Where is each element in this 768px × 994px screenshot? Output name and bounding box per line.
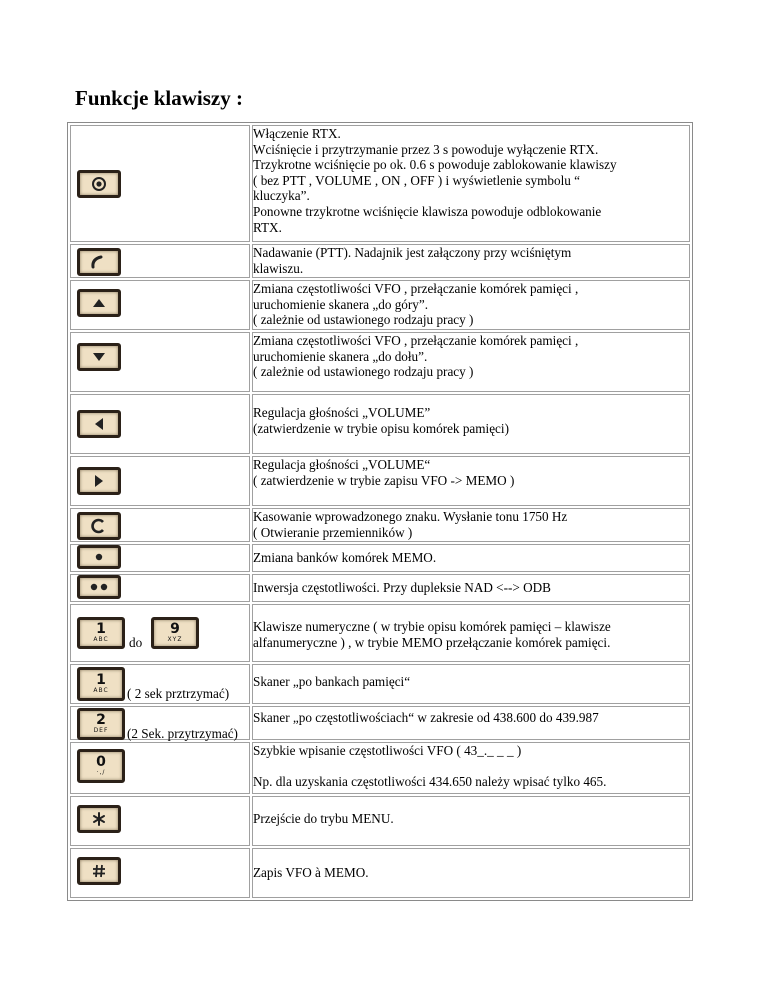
range-label: do	[129, 635, 143, 650]
key-cell	[70, 604, 250, 662]
key-cell	[70, 394, 250, 454]
table-row	[70, 332, 690, 392]
description-cell: Zmiana częstotliwości VFO , przełączanie komórek pamięci , uruchomienie skanera „do góry”. ( zależnie od ustawionego rodzaju pracy )	[252, 280, 690, 330]
arrow-right-icon	[77, 467, 121, 495]
table-row	[70, 796, 690, 846]
dot-icon	[77, 545, 121, 569]
description-cell: Zapis VFO à MEMO.	[252, 848, 690, 898]
double-dot-icon	[77, 575, 121, 599]
key-cell	[70, 508, 250, 542]
table-row	[70, 742, 690, 794]
description-cell: Regulacja głośności „VOLUME” (zatwierdzenie w trybie opisu komórek pamięci)	[252, 394, 690, 454]
key-cell	[70, 706, 250, 740]
key-0-icon: 0 ·,/	[77, 749, 125, 783]
key-cell	[70, 544, 250, 572]
arrow-down-icon	[77, 343, 121, 371]
star-icon	[77, 805, 121, 833]
key-cell	[70, 796, 250, 846]
description-cell: Przejście do trybu MENU.	[252, 796, 690, 846]
key-cell	[70, 848, 250, 898]
key-1-icon: 1 ABC	[77, 667, 125, 701]
key-cell	[70, 664, 250, 704]
table-row	[70, 574, 690, 602]
table-row	[70, 456, 690, 506]
key-2-icon: 2 DEF	[77, 708, 125, 740]
page-title: Funkcje klawiszy :	[75, 86, 243, 110]
description-cell: Klawisze numeryczne ( w trybie opisu komórek pamięci – klawisze alfanumeryczne ) , w trybie MEMO przełączanie komórek pamięci.	[252, 604, 690, 662]
description-cell: Skaner „po częstotliwościach“ w zakresie od 438.600 do 439.987	[252, 706, 690, 740]
description-cell: Szybkie wpisanie częstotliwości VFO ( 43_._ _ _ ) Np. dla uzyskania częstotliwości 434.650 należy wpisać tylko 465.	[252, 742, 690, 794]
key-cell	[70, 332, 250, 392]
table-row	[70, 394, 690, 454]
description-cell: Regulacja głośności „VOLUME“ ( zatwierdzenie w trybie zapisu VFO -> MEMO )	[252, 456, 690, 506]
table-row	[70, 544, 690, 572]
table-row	[70, 706, 690, 740]
hold-label: (2 Sek. przytrzymać)	[127, 726, 238, 741]
key-cell	[70, 125, 250, 242]
table-row	[70, 280, 690, 330]
hold-label: ( 2 sek prztrzymać)	[127, 686, 230, 701]
table-row	[70, 125, 690, 242]
description-cell: Kasowanie wprowadzonego znaku. Wysłanie tonu 1750 Hz ( Otwieranie przemienników )	[252, 508, 690, 542]
table-row	[70, 244, 690, 278]
hash-icon	[77, 857, 121, 885]
description-cell: Zmiana banków komórek MEMO.	[252, 544, 690, 572]
description-cell: Włączenie RTX. Wciśnięcie i przytrzymanie przez 3 s powoduje wyłączenie RTX. Trzykrotne wciśnięcie po ok. 0.6 s powoduje zablokowanie klawiszy ( bez PTT , VOLUME , ON , OFF ) i wyświetlenie symbolu “ kluczyka”. Ponowne trzykrotne wciśnięcie klawisza powoduje odblokowanie RTX.	[252, 125, 690, 242]
key-1-icon: 1 ABC	[77, 617, 125, 649]
key-cell	[70, 574, 250, 602]
description-cell: Zmiana częstotliwości VFO , przełączanie komórek pamięci , uruchomienie skanera „do dołu”. ( zależnie od ustawionego rodzaju pracy )	[252, 332, 690, 392]
table-row	[70, 664, 690, 704]
description-cell: Nadawanie (PTT). Nadajnik jest załączony przy wciśniętym klawiszu.	[252, 244, 690, 278]
c-icon	[77, 512, 121, 540]
key-cell	[70, 244, 250, 278]
arrow-left-icon	[77, 410, 121, 438]
power-icon	[77, 170, 121, 198]
key-cell	[70, 280, 250, 330]
description-cell: Inwersja częstotliwości. Przy dupleksie NAD <--> ODB	[252, 574, 690, 602]
handset-icon	[77, 248, 121, 276]
key-cell	[70, 456, 250, 506]
key-cell	[70, 742, 250, 794]
table-row	[70, 848, 690, 898]
arrow-up-icon	[77, 289, 121, 317]
table-row	[70, 604, 690, 662]
key-function-table	[67, 122, 693, 901]
key-9-icon: 9 XYZ	[151, 617, 199, 649]
description-cell: Skaner „po bankach pamięci“	[252, 664, 690, 704]
table-row	[70, 508, 690, 542]
